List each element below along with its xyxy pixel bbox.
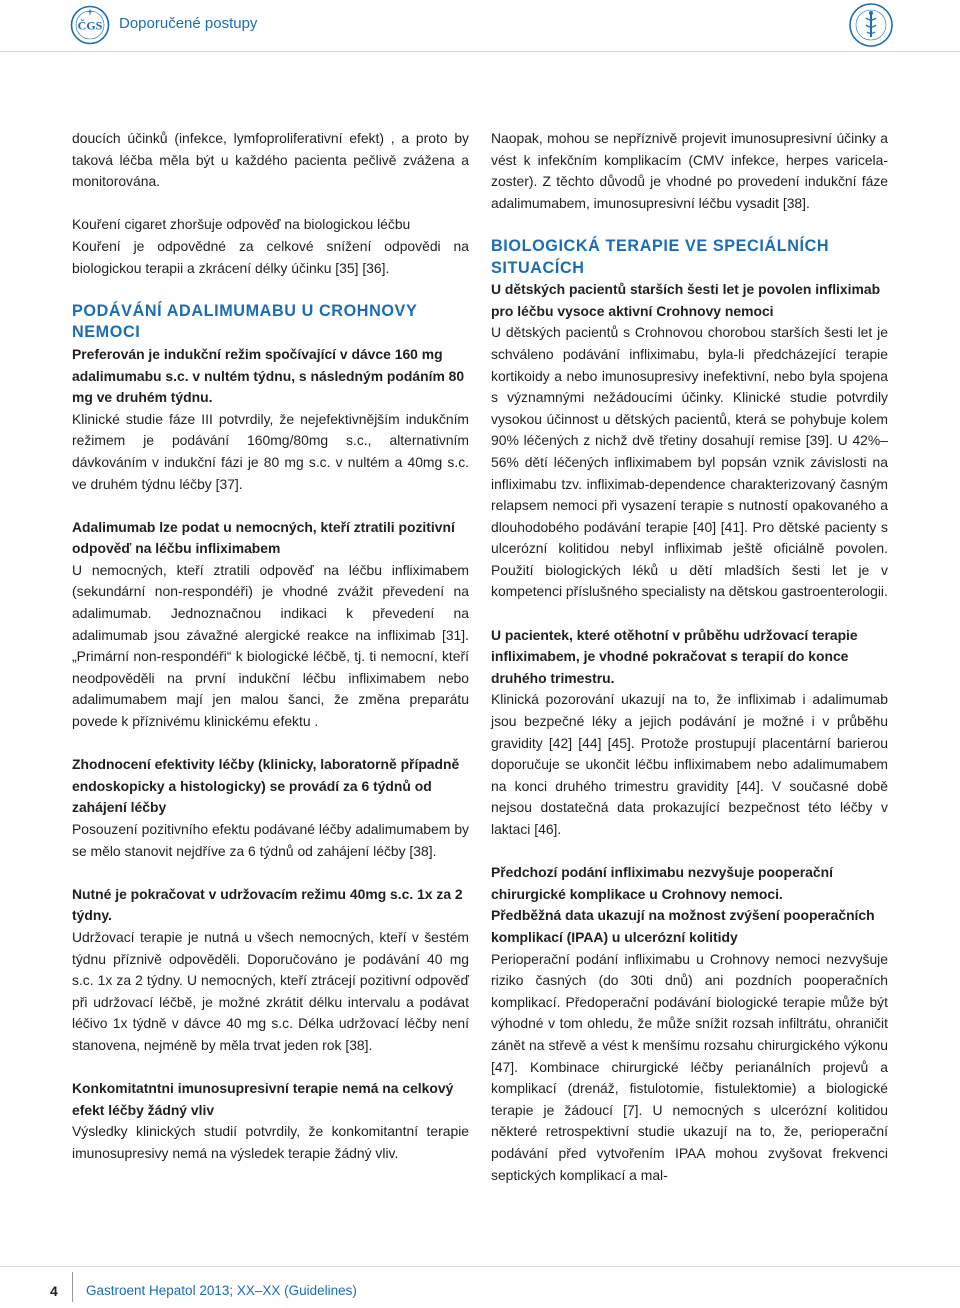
page-footer: [0, 1266, 960, 1308]
right-column: [491, 128, 888, 1186]
section-block: [491, 279, 888, 603]
subheading: Konkomitatntni imunosupresivní terapie nemá na celkový efekt léčby žádný vliv: [72, 1080, 454, 1118]
page-number: 4: [50, 1283, 58, 1299]
paragraph: Posouzení pozitivního efektu podávané léčby adalimumabem by se mělo stanovit nejdříve za 6 týdnů od zahájení léčby [38].: [72, 821, 469, 859]
header-divider: [0, 51, 960, 52]
cgs-logo-text: ČGS: [77, 18, 103, 33]
paragraph: Udržovací terapie je nutná u všech nemocných, kteří v šestém týdnu příznivě odpověděli. Doporučováno je podávání 40 mg s.c. 1x za 2 týdny. U nemocných, kteří ztrácejí pozitivní odpověď při udržovací léčbě, je možné zkrátit délku intervalu a podávat léčivo 1x týdně v dávce 40 mg s.c. Délka udržovací léčby není stanovena, nejméně by měla trvat jeden rok [38].: [72, 928, 469, 1053]
page-header: [0, 0, 960, 52]
subheading: Kouření cigaret zhoršuje odpověď na biologickou léčbu: [72, 216, 411, 233]
paragraph: Klinická pozorování ukazují na to, že infliximab i adalimumab jsou bezpečné léky a jejich podávání je možné i v průběhu gravidity [42] [44] [45]. Protože prostupují placentární barierou doporučuje se ukončit léčbu infliximabem nebo adalimumabem na konci druhého trimestru gravidity [44]. V současné době nejsou dostatečná data prokazující bezpečnost této léčby v laktaci [46].: [491, 691, 888, 837]
left-column: [72, 128, 469, 1165]
section-block: [72, 344, 469, 495]
footer-separator: [72, 1272, 73, 1302]
subheading: Preferován je indukční režim spočívající v dávce 160 mg adalimumabu s.c. v nultém týdnu, s následným podáním 80 mg ve druhém týdnu.: [72, 345, 465, 406]
subheading: Nutné je pokračovat v udržovacím režimu 40mg s.c. 1x za 2 týdny.: [72, 885, 463, 924]
footer-divider: [0, 1266, 960, 1267]
paragraph: doucích účinků (infekce, lymfoproliferativní efekt) , a proto by taková léčba měla být u každého pacienta pečlivě zvážena a monitorována.: [72, 130, 469, 190]
cgs-logo-icon: [70, 3, 110, 47]
paragraph: U dětských pacientů s Crohnovou chorobou starších šesti let je schváleno podávání infliximabu, byla-li předcházející terapie kortikoidy a nebo imunosupresivy inefektivní, nebo byla spojena s významnými nežádoucími účinky. Klinické studie potvrdily vysokou účinnost u dětských pacientů, která se pohybuje kolem 90% léčených z nichž dvě třetiny dosahují remise [39]. U 42%–56% dětí léčených infliximabem byl popsán vznik závislosti na infliximabu tzv. infliximab-dependence charakterizovaný časným relapsem nemoci při vysazení terapie s nutností opakovaného a dlouhodobého podávání terapie [40] [41]. Pro dětské pacienty s ulcerózní kolitidou nebyl infliximab ještě oficiálně povolen. Použití biologických léků u dětí mladších šesti let je v kompetenci příslušného specialisty na dětskou gastroenterologii.: [491, 324, 888, 600]
subheading: U pacientek, které otěhotní v průběhu udržovací terapie infliximabem, je vhodné pokračovat s terapií do konce druhého trimestru.: [491, 626, 858, 686]
section-block: [72, 517, 469, 733]
section-block: [491, 862, 888, 1186]
section-heading: PODÁVÁNÍ ADALIMUMABU U CROHNOVY NEMOCI: [72, 301, 418, 342]
section-heading: BIOLOGICKÁ TERAPIE VE SPECIÁLNÍCH SITUACÍCH: [491, 236, 830, 277]
paragraph: Naopak, mohou se nepříznivě projevit imunosupresivní účinky a vést k infekčním komplikacím (CMV infekce, herpes varicela-zoster). Z těchto důvodů je vhodné po provedení indukční fáze adalimumabem, imunosupresivní léčbu vysadit [38].: [491, 130, 888, 211]
paragraph: Výsledky klinických studií potvrdily, že konkomitantní terapie imunosupresivy nemá na výsledek terapie žádný vliv.: [72, 1123, 469, 1161]
subheading: Předchozí podání infliximabu nezvyšuje pooperační chirurgické komplikace u Crohnovy nemoci.: [491, 864, 833, 902]
subheading: Předběžná data ukazují na možnost zvýšení pooperačních komplikací (IPAA) u ulcerózní kolitidy: [491, 907, 875, 945]
subheading: Adalimumab lze podat u nemocných, kteří ztratili pozitivní odpověď na léčbu infliximabem: [72, 518, 455, 557]
cls-jep-logo-icon: [848, 2, 894, 48]
paragraph: U nemocných, kteří ztratili odpověď na léčbu infliximabem (sekundární non-respondéři) je vhodné zvážit převedení na adalimumab. Jednoznačnou indikaci k převedení na adalimumab jsou závažné alergické reakce na infliximab [31]. „Primární non-respondéři“ k biologické léčbě, tj. ti nemocní, kteří neodpověděli na první indukční léčbu infliximabem nebo adalimumabem mají jen malou šanci, že změna preparátu povede k příznivému klinickému efektu .: [72, 561, 469, 730]
paragraph: Kouření je odpovědné za celkové snížení odpovědi na biologickou terapii a zkrácení délky účinku [35] [36].: [72, 237, 469, 276]
journal-citation: Gastroent Hepatol 2013; XX–XX (Guidelines): [86, 1283, 357, 1298]
subheading: U dětských pacientů starších šesti let je povolen infliximab pro léčbu vysoce aktivní Crohnovy nemoci: [491, 281, 881, 319]
section-block: [491, 625, 888, 841]
paragraph: Klinické studie fáze III potvrdily, že nejefektivnějším indukčním režimem je podávání 160mg/80mg s.c., alternativním dávkováním v indukční fázi je 80 mg s.c. v nultém a 40mg s.c. ve druhém týdnu léčby [37].: [72, 410, 469, 492]
section-block: [72, 214, 469, 279]
section-block: [72, 1078, 469, 1164]
subheading: Zhodnocení efektivity léčby (klinicky, laboratorně případně endoskopicky a histologicky) se provádí za 6 týdnů od zahájení léčby: [72, 756, 460, 816]
header-title: Doporučené postupy: [119, 15, 258, 32]
section-block: [72, 884, 469, 1057]
section-block: [72, 754, 469, 862]
paragraph: Perioperační podání infliximabu u Crohnovy nemoci nezvyšuje riziko časných (do 30ti dnů) ani pozdních pooperačních komplikací. Předoperační podávání biologické terapie může být výhodné v tom ohledu, že může snížit rozsah infiltrátu, ohraničit zánět na střevě a vést k menšímu rozsahu chirurgického výkonu [47]. Kombinace chirurgické léčby perianálních projevů a komplikací (drenáž, fistulotomie, fistulektomie) a biologické terapie je žádoucí [7]. U nemocných s ulcerózní kolitidou některé retrospektivní studie ukazují na to, že, perioperační podávání před vytvořením IPAA mohou zvyšovat frekvenci septických komplikací a mal-: [491, 950, 888, 1183]
